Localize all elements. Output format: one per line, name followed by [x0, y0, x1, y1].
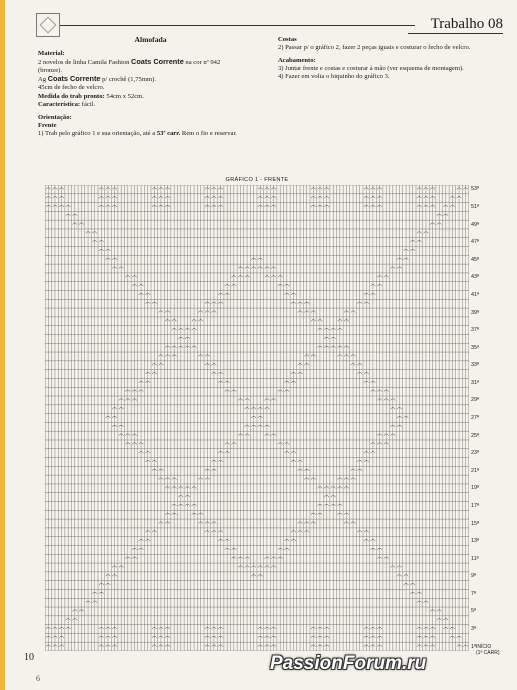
- measure-value: 54cm x 52cm.: [106, 92, 144, 100]
- front-row-count: 53ª carr.: [156, 129, 181, 137]
- row-label: 23ª: [471, 450, 479, 457]
- feature-value: fácil.: [81, 100, 96, 108]
- row-label: 47ª: [471, 239, 479, 246]
- brand-name: Coats Corrente: [47, 74, 101, 84]
- finish-instructions-2: 4) Fazer em volta o biquinho do gráfico 3.: [278, 73, 390, 81]
- row-label: 33ª: [471, 362, 479, 369]
- start-label-line-1: INÍCIO: [476, 644, 492, 650]
- front-instructions: [38, 130, 263, 138]
- row-label: 43ª: [471, 274, 479, 281]
- site-watermark: PassionForum.ru: [270, 653, 427, 674]
- start-label-line-2: (1ª CARR): [476, 649, 500, 656]
- row-label: 17ª: [471, 502, 479, 509]
- front-heading: Frente: [38, 121, 57, 129]
- material-text: na cor nº 942: [185, 59, 221, 67]
- material-text: p/ crochê (1,75mm).: [102, 76, 156, 84]
- row-label: 31ª: [471, 379, 479, 386]
- row-label: 15ª: [471, 520, 479, 527]
- material-heading: Material:: [38, 50, 65, 58]
- crochet-chart-grid: [45, 185, 469, 651]
- pattern-logo-icon: [36, 13, 60, 37]
- material-line-1: [38, 58, 263, 67]
- row-label: 21ª: [471, 467, 479, 474]
- left-column: [38, 36, 263, 138]
- row-label: 7ª: [471, 590, 476, 597]
- row-label: 29ª: [471, 397, 479, 404]
- material-line-4: 45cm de fecho de velcro.: [38, 84, 105, 92]
- page-edge-stripe: [0, 0, 5, 690]
- material-text: 2 novelos de linha Camila Fashion: [38, 59, 130, 67]
- row-label: 39ª: [471, 309, 479, 316]
- start-label: [476, 645, 500, 656]
- row-label: 13ª: [471, 538, 479, 545]
- project-title: Almofada: [134, 35, 167, 44]
- orientation-heading: Orientação:: [38, 113, 72, 121]
- row-label: 37ª: [471, 327, 479, 334]
- row-label: 35ª: [471, 344, 479, 351]
- work-title-underline: [408, 33, 503, 34]
- row-label: 9ª: [471, 573, 476, 580]
- row-label: 45ª: [471, 256, 479, 263]
- row-label: 3ª: [471, 626, 476, 632]
- material-line-3: [38, 75, 263, 84]
- right-column: [278, 36, 493, 81]
- row-label: 5ª: [471, 608, 476, 615]
- back-heading: Costas: [278, 36, 297, 43]
- header-rule: [60, 25, 415, 26]
- feature-label: Característica:: [38, 100, 81, 108]
- row-label: 49ª: [471, 221, 479, 228]
- row-label: 41ª: [471, 291, 479, 298]
- chart-title: GRÁFICO 1 - FRENTE: [225, 177, 289, 183]
- brand-name: Coats Corrente: [131, 57, 184, 67]
- feature-line: [38, 101, 263, 109]
- row-label: 53ª: [471, 186, 479, 193]
- grid-lines: [45, 185, 469, 651]
- front-text: Rem o fio e reservar.: [181, 129, 237, 137]
- row-label: 19ª: [471, 485, 479, 492]
- measure-line: [38, 93, 263, 101]
- measure-label: Medida do trab pronto:: [38, 92, 105, 100]
- row-label: 27ª: [471, 415, 479, 421]
- back-instructions: 2) Passar p/ o gráfico 2, fazer 2 peças iguais e costurar o fecho de velcro.: [278, 44, 471, 52]
- row-label: 51ª: [471, 204, 479, 210]
- row-label: 1ª: [471, 643, 476, 650]
- row-label: 25ª: [471, 432, 479, 439]
- front-text: 1) Trab pelo gráfico 1 e sua orientação, até a: [38, 129, 156, 137]
- finish-heading: Acabamento:: [278, 57, 316, 65]
- work-title: Trabalho 08: [430, 16, 503, 32]
- finish-instructions-1: 3) Juntar frente e costas e costurar à mão (ver esquema de montagem).: [278, 65, 464, 73]
- row-label: 11ª: [471, 555, 479, 562]
- page-number-secondary: 6: [36, 674, 40, 683]
- material-text: Ag: [38, 76, 47, 84]
- page-number: 10: [24, 652, 34, 663]
- material-line-2: (bronze).: [38, 67, 62, 75]
